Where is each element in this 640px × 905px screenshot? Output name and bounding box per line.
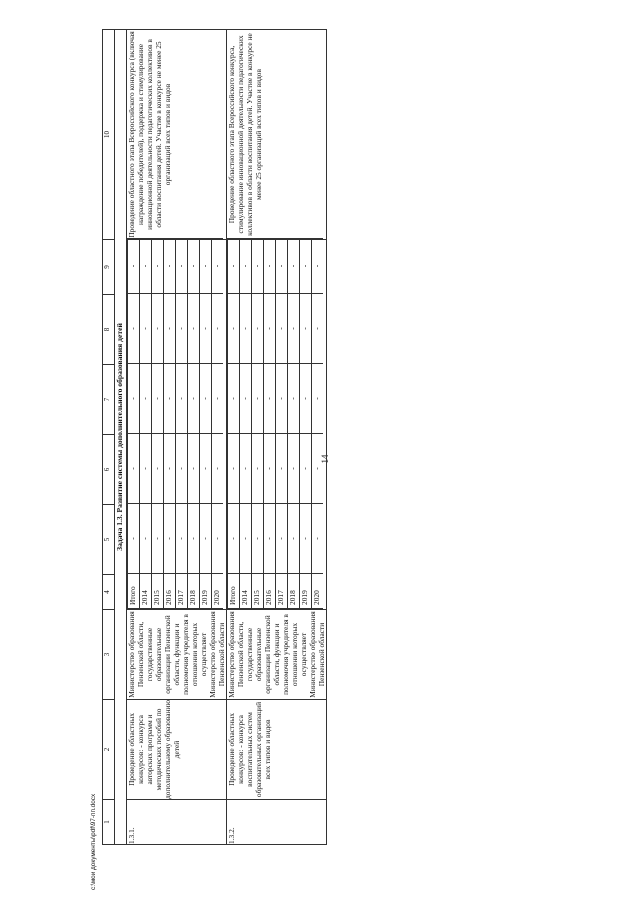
- years-values-grid: [127, 240, 227, 610]
- row-number: 1.3.1.: [127, 800, 227, 845]
- value-cell: -: [300, 239, 312, 294]
- year-label: 2014: [140, 574, 152, 609]
- value-cell: -: [152, 294, 164, 364]
- value-cell: -: [176, 434, 188, 504]
- activity-name: Проведение областных конкурсов: - конкурса авторских программ и методических пособий по дополнительному образованию детей: [127, 700, 227, 800]
- value-cell: -: [276, 294, 288, 364]
- value-cell: -: [276, 364, 288, 434]
- column-number: 6: [103, 435, 115, 505]
- value-cell: -: [164, 239, 176, 294]
- year-row: [128, 239, 140, 609]
- rotated-table-sheet: [102, 30, 435, 845]
- value-cell: -: [252, 294, 264, 364]
- program-table: [102, 29, 327, 845]
- row-number: 1.3.2.: [227, 800, 327, 845]
- value-cell: -: [276, 239, 288, 294]
- year-label: 2014: [240, 574, 252, 609]
- value-cell: -: [264, 504, 276, 574]
- year-label: 2017: [176, 574, 188, 609]
- executor-cell: Министерство образования Пензенской области, государственные образовательные организации Пензенской области, функции и полномочия учредителя в отношении которых осуществляет Министерство образования Пензенской области: [227, 611, 326, 698]
- value-cell: -: [300, 294, 312, 364]
- value-cell: -: [200, 239, 212, 294]
- value-cell: -: [228, 364, 240, 434]
- value-cell: -: [264, 294, 276, 364]
- year-row: [212, 239, 224, 609]
- value-cell: -: [128, 504, 140, 574]
- value-cell: -: [288, 239, 300, 294]
- executor-cell: Министерство образования Пензенской области, государственные образовательные организации Пензенской области, функции и полномочия учредителя в отношении которых осуществляет Министерство образования Пензенской области: [127, 611, 226, 698]
- value-cell: -: [188, 434, 200, 504]
- value-cell: -: [200, 434, 212, 504]
- value-cell: -: [128, 239, 140, 294]
- years-grid: [127, 238, 223, 609]
- value-cell: -: [164, 294, 176, 364]
- column-number: 2: [103, 700, 115, 800]
- year-row: [252, 239, 264, 609]
- value-cell: -: [228, 294, 240, 364]
- page-number: 14: [320, 454, 330, 464]
- value-cell: -: [188, 504, 200, 574]
- value-cell: -: [176, 239, 188, 294]
- value-cell: -: [188, 294, 200, 364]
- value-cell: -: [176, 364, 188, 434]
- year-label: 2015: [152, 574, 164, 609]
- column-number-row: [103, 30, 115, 845]
- value-cell: -: [252, 434, 264, 504]
- column-number: 10: [103, 30, 115, 240]
- column-number: 7: [103, 365, 115, 435]
- year-label: 2016: [164, 574, 176, 609]
- value-cell: -: [152, 239, 164, 294]
- value-cell: -: [128, 294, 140, 364]
- value-cell: -: [264, 364, 276, 434]
- value-cell: -: [300, 434, 312, 504]
- value-cell: -: [300, 504, 312, 574]
- value-cell: -: [264, 239, 276, 294]
- column-number: 4: [103, 575, 115, 610]
- value-cell: -: [188, 364, 200, 434]
- value-cell: -: [212, 294, 224, 364]
- value-cell: -: [200, 294, 212, 364]
- value-cell: -: [140, 504, 152, 574]
- year-label: 2016: [264, 574, 276, 609]
- value-cell: -: [212, 364, 224, 434]
- year-row: [264, 239, 276, 609]
- value-cell: -: [140, 364, 152, 434]
- value-cell: -: [252, 364, 264, 434]
- value-cell: -: [188, 239, 200, 294]
- value-cell: -: [176, 294, 188, 364]
- value-cell: -: [240, 294, 252, 364]
- value-cell: -: [128, 434, 140, 504]
- year-row: [152, 239, 164, 609]
- year-label: Итого: [228, 574, 240, 609]
- value-cell: -: [228, 434, 240, 504]
- value-cell: -: [140, 239, 152, 294]
- value-cell: -: [164, 504, 176, 574]
- value-cell: -: [164, 364, 176, 434]
- value-cell: -: [276, 504, 288, 574]
- year-row: [312, 239, 324, 609]
- value-cell: -: [240, 504, 252, 574]
- value-cell: -: [228, 239, 240, 294]
- year-label: 2019: [200, 574, 212, 609]
- column-number: 8: [103, 295, 115, 365]
- column-number: 1: [103, 800, 115, 845]
- year-label: Итого: [128, 574, 140, 609]
- value-cell: -: [240, 364, 252, 434]
- value-cell: -: [152, 364, 164, 434]
- value-cell: -: [140, 434, 152, 504]
- value-cell: -: [152, 434, 164, 504]
- year-label: 2020: [312, 574, 324, 609]
- value-cell: -: [300, 364, 312, 434]
- column-number: 3: [103, 610, 115, 700]
- year-row: [288, 239, 300, 609]
- year-row: [240, 239, 252, 609]
- value-cell: -: [240, 239, 252, 294]
- year-row: [300, 239, 312, 609]
- year-row: [276, 239, 288, 609]
- table-row: [227, 30, 327, 845]
- year-label: 2018: [188, 574, 200, 609]
- footer-file-path: c:\мои документы\pdf\97-пп.docx: [90, 793, 97, 890]
- year-row: [188, 239, 200, 609]
- value-cell: -: [312, 364, 324, 434]
- value-cell: -: [288, 364, 300, 434]
- year-label: 2020: [212, 574, 224, 609]
- column-number: 5: [103, 505, 115, 575]
- value-cell: -: [264, 434, 276, 504]
- value-cell: -: [200, 364, 212, 434]
- value-cell: -: [128, 364, 140, 434]
- value-cell: -: [288, 504, 300, 574]
- value-cell: -: [312, 504, 324, 574]
- value-cell: -: [212, 504, 224, 574]
- expected-result: Проведение областного этапа Всероссийского конкурса (включая награждение победителей), поддержка и стимулирование инновационной деятельности педагогических коллективов в области воспитания детей. Участие в конкурсе не менее 25 организаций всех типов и видов: [127, 30, 227, 240]
- year-row: [228, 239, 240, 609]
- task-heading-row: [115, 30, 127, 845]
- value-cell: -: [288, 294, 300, 364]
- year-row: [176, 239, 188, 609]
- value-cell: -: [212, 434, 224, 504]
- value-cell: -: [164, 434, 176, 504]
- year-label: 2015: [252, 574, 264, 609]
- value-cell: -: [276, 434, 288, 504]
- value-cell: -: [200, 504, 212, 574]
- year-row: [140, 239, 152, 609]
- year-label: 2019: [300, 574, 312, 609]
- value-cell: -: [312, 239, 324, 294]
- activity-name: Проведение областных конкурсов: - конкурса воспитательных систем образовательных организаций всех типов и видов: [227, 700, 327, 800]
- value-cell: -: [152, 504, 164, 574]
- value-cell: -: [240, 434, 252, 504]
- year-label: 2018: [288, 574, 300, 609]
- value-cell: -: [312, 434, 324, 504]
- expected-result: Проведение областного этапа Всероссийского конкурса, стимулирование инновационной деятельности педагогических коллективов в области воспитания детей. Участие в конкурсе не менее 25 организаций всех типов и видов: [227, 30, 327, 240]
- value-cell: -: [288, 434, 300, 504]
- value-cell: -: [252, 504, 264, 574]
- value-cell: -: [140, 294, 152, 364]
- year-row: [200, 239, 212, 609]
- value-cell: -: [252, 239, 264, 294]
- year-label: 2017: [276, 574, 288, 609]
- value-cell: -: [212, 239, 224, 294]
- task-heading: Задача 1.3. Развитие системы дополнительного образования детей: [115, 30, 127, 845]
- years-values-grid: [227, 240, 327, 610]
- column-number: 9: [103, 240, 115, 295]
- value-cell: -: [312, 294, 324, 364]
- value-cell: -: [176, 504, 188, 574]
- year-row: [164, 239, 176, 609]
- value-cell: -: [228, 504, 240, 574]
- years-grid: [227, 238, 323, 609]
- table-row: [127, 30, 227, 845]
